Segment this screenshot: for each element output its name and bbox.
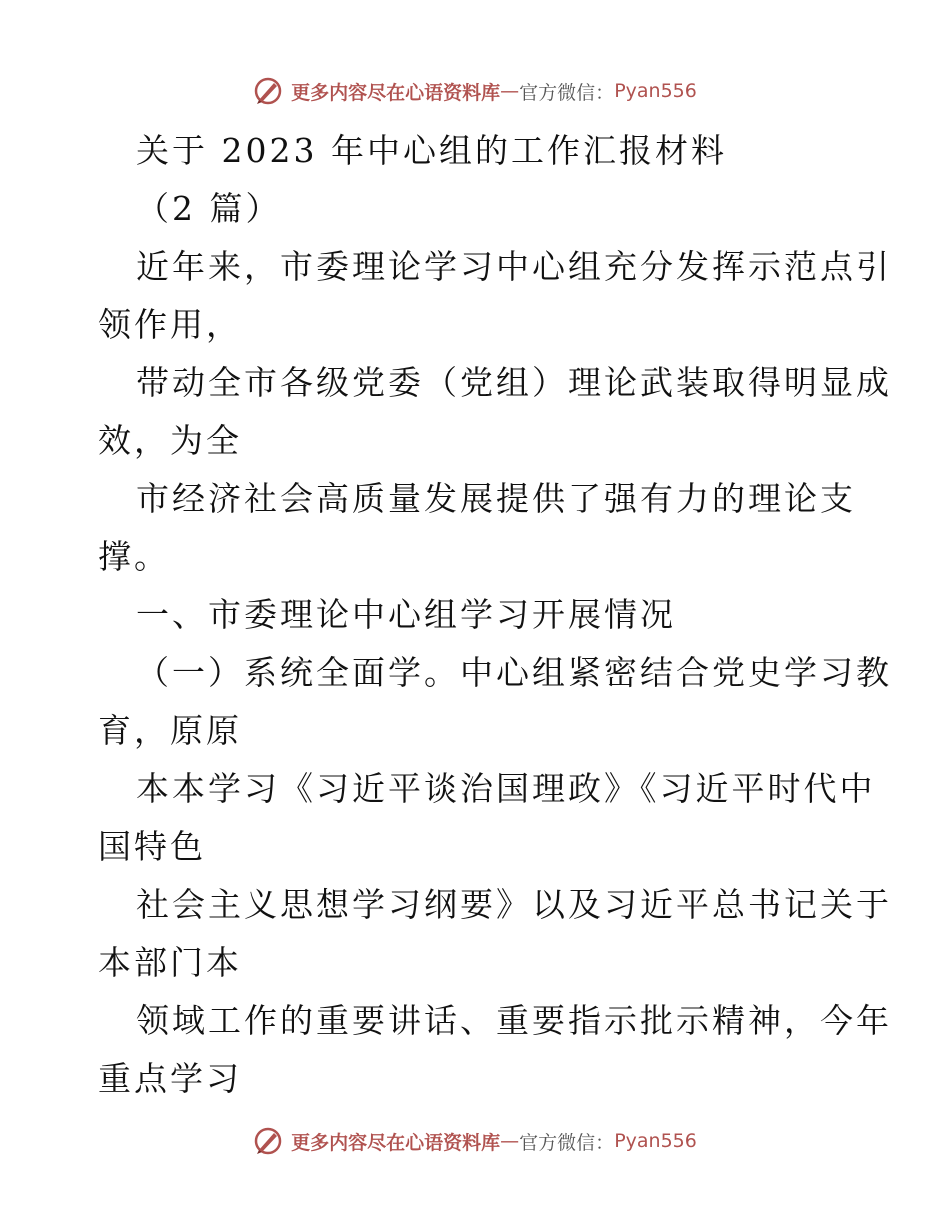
banner-dash: —: [500, 1130, 520, 1152]
paragraph-line: 近年来，市委理论学习中心组充分发挥示范点引: [136, 247, 892, 286]
paragraph-line: 撑。: [98, 537, 170, 576]
paragraph-line: 市经济社会高质量发展提供了强有力的理论支: [136, 479, 856, 518]
paragraph-line: 效，为全: [98, 421, 242, 460]
quill-pen-logo-icon: [253, 1126, 283, 1156]
banner-wechat-handle: Pyan556: [614, 1130, 697, 1152]
header-watermark-banner: [0, 71, 950, 111]
paragraph-line: 本本学习《习近平谈治国理政》《习近平时代中: [136, 769, 876, 808]
quill-pen-logo-icon: [253, 76, 283, 106]
paragraph-line: 领作用，: [98, 305, 242, 344]
paragraph-line: 重点学习: [98, 1059, 242, 1098]
document-subtitle: （2 篇）: [136, 189, 282, 228]
banner-lead-text: 更多内容尽在心语资料库: [291, 81, 501, 104]
paragraph-line: 领域工作的重要讲话、重要指示批示精神，今年: [136, 1001, 892, 1040]
document-title: 关于 2023 年中心组的工作汇报材料: [136, 131, 727, 170]
banner-follow-text: 官方微信：: [519, 81, 615, 104]
footer-watermark-banner: [0, 1121, 950, 1161]
paragraph-line: （一）系统全面学。中心组紧密结合党史学习教: [136, 653, 892, 692]
banner-wechat-handle: Pyan556: [614, 80, 697, 102]
paragraph-line: 国特色: [98, 827, 206, 866]
paragraph-line: 带动全市各级党委（党组）理论武装取得明显成: [136, 363, 892, 402]
banner-lead-text: 更多内容尽在心语资料库: [291, 1131, 501, 1154]
section-heading: 一、市委理论中心组学习开展情况: [136, 595, 676, 634]
banner-dash: —: [500, 80, 520, 102]
paragraph-line: 育，原原: [98, 711, 242, 750]
paragraph-line: 社会主义思想学习纲要》以及习近平总书记关于: [136, 885, 892, 924]
document-body: [98, 122, 892, 1108]
banner-follow-text: 官方微信：: [519, 1131, 615, 1154]
paragraph-line: 本部门本: [98, 943, 242, 982]
